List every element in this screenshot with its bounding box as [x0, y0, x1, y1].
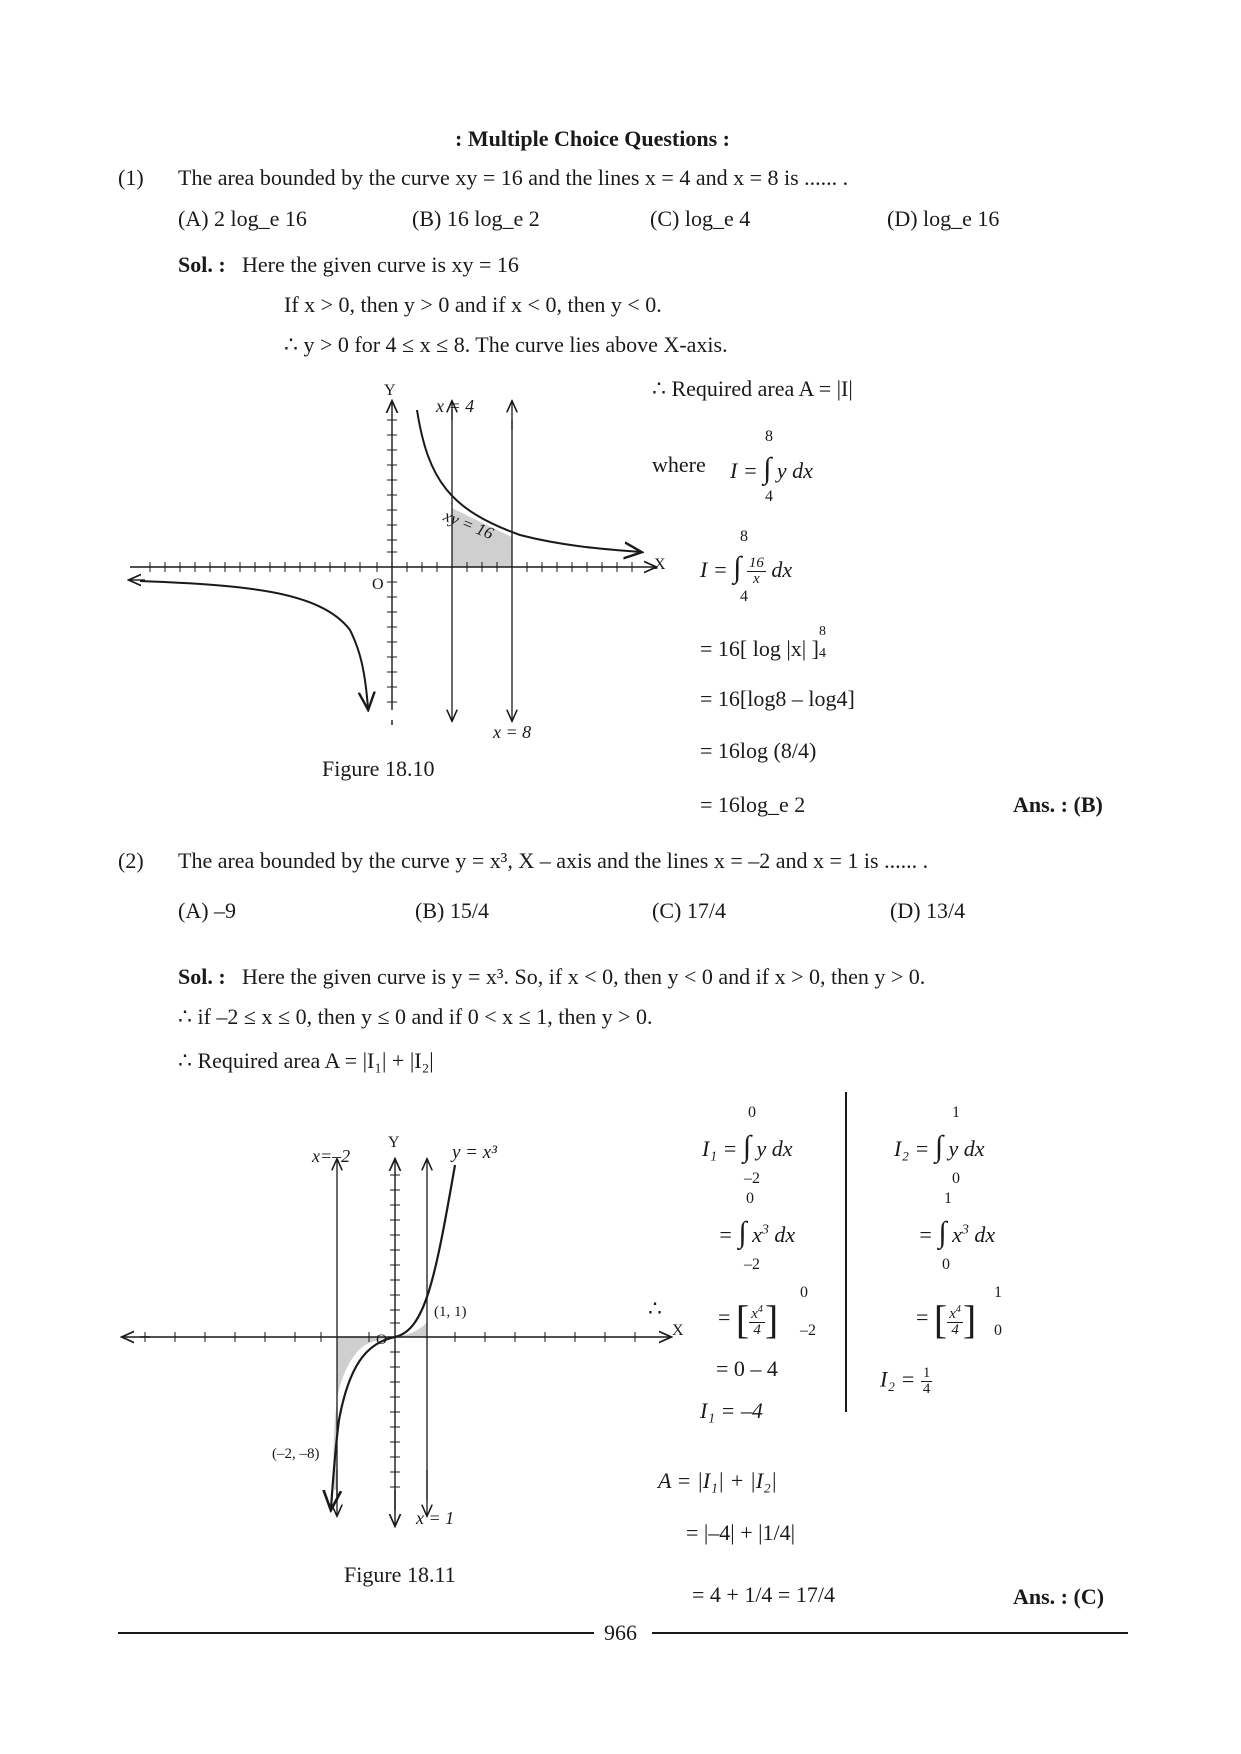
q1-answer: Ans. : (B) — [1013, 792, 1103, 817]
curve-branch-2 — [140, 581, 368, 708]
q2-sol-label: Sol. : — [178, 964, 226, 989]
q1-sol-label: Sol. : — [178, 252, 226, 277]
i1-upper: 0 — [748, 1104, 756, 1121]
fig1-label-curve: xy = 16 — [440, 506, 497, 544]
fig2-label-x: X — [672, 1322, 684, 1339]
i2-line-2: = ∫ $x^3$ dx — [918, 1216, 996, 1249]
i1-line-3: = [ $\frac{x^4}{4}$ ] — [718, 1297, 779, 1342]
q2-sol-line1: Here the given curve is y = x³. So, if x < 0, then y < 0 and if x > 0, then y > 0. — [242, 964, 926, 989]
q1-sol-line2: If x > 0, then y > 0 and if x < 0, then y < 0. — [284, 292, 662, 317]
fig2-label-point-2: (–2, –8) — [272, 1446, 320, 1462]
fig1-label-x: X — [654, 556, 666, 573]
q2-option-b[interactable]: (B) 15/4 — [415, 898, 489, 923]
fig1-caption: Figure 18.10 — [322, 756, 435, 781]
q1-number: (1) — [118, 165, 144, 190]
footer-rule-left — [118, 1632, 594, 1634]
i1b-upper: 0 — [746, 1190, 754, 1207]
q2-option-c[interactable]: (C) 17/4 — [652, 898, 726, 923]
q1-option-d[interactable]: (D) log_e 16 — [887, 206, 1000, 231]
fig2-label-therefore: ∴ — [648, 1296, 662, 1321]
q2-option-a[interactable]: (A) –9 — [178, 898, 237, 923]
i2b-upper: 1 — [944, 1190, 952, 1207]
q1-step-2: = 16[log8 – log4] — [700, 686, 855, 711]
i2b-lower: 0 — [942, 1256, 950, 1273]
i1-lower: –2 — [744, 1170, 760, 1187]
i1-line-5: I₁ = –4 — [700, 1398, 763, 1423]
q1-question: The area bounded by the curve xy = 16 and the lines x = 4 and x = 8 is ...... . — [178, 165, 849, 190]
q1-option-c[interactable]: (C) log_e 4 — [650, 206, 751, 231]
figure-18-11 — [115, 1130, 695, 1550]
q2-sol-line2: ∴ if –2 ≤ x ≤ 0, then y ≤ 0 and if 0 < x ≤ 1, then y > 0. — [178, 1004, 653, 1029]
figure-18-10 — [120, 380, 680, 750]
q2-option-d[interactable]: (D) 13/4 — [890, 898, 966, 923]
q2-answer: Ans. : (C) — [1013, 1584, 1105, 1609]
q1-int2-upper: 8 — [740, 528, 748, 545]
page-number: 966 — [604, 1620, 637, 1645]
q1-required-area: ∴ Required area A = |I| — [652, 376, 853, 401]
i2c-lower: 0 — [994, 1322, 1002, 1339]
column-divider — [845, 1092, 847, 1412]
i2-upper: 1 — [952, 1104, 960, 1121]
fig1-label-o: O — [372, 576, 384, 593]
fig1-label-x4: x = 4 — [436, 396, 475, 416]
i1-line-2: = ∫ $x^3$ dx — [718, 1216, 796, 1249]
q1-step-4: = 16log_e 2 — [700, 792, 806, 817]
q1-step-1: = 16[ log |x| ] 8 4 — [700, 624, 826, 661]
q1-integral-2: I = ∫ $\frac{16}{x}$ dx — [700, 551, 793, 588]
q1-sol-line1: Here the given curve is xy = 16 — [242, 252, 519, 277]
q1-integral-1: I = ∫ y dx — [730, 452, 813, 485]
fig2-caption: Figure 18.11 — [344, 1562, 456, 1587]
q2-final-2: = |–4| + |1/4| — [686, 1520, 796, 1545]
i2-lower: 0 — [952, 1170, 960, 1187]
fig2-label-x1: x = 1 — [416, 1508, 455, 1528]
fig2-label-y: Y — [388, 1134, 400, 1151]
q2-sol-line3: ∴ Required area A = |I₁| + |I₂| — [178, 1048, 434, 1073]
q1-option-b[interactable]: (B) 16 log_e 2 — [412, 206, 540, 231]
i1-line-4: = 0 – 4 — [716, 1356, 778, 1381]
i1c-upper: 0 — [800, 1284, 808, 1301]
section-title: : Multiple Choice Questions : — [455, 126, 730, 151]
footer-rule-right — [652, 1632, 1128, 1634]
q2-number: (2) — [118, 848, 144, 873]
curve-branch-1 — [417, 410, 640, 552]
q1-int1-upper: 8 — [765, 428, 773, 445]
i2c-upper: 1 — [994, 1284, 1002, 1301]
fig2-label-point-1: (1, 1) — [434, 1304, 467, 1320]
i2-line-1: I₂ = ∫ y dx — [894, 1130, 985, 1163]
i1-line-1: I₁ = ∫ y dx — [702, 1130, 793, 1163]
q1-where: where — [652, 452, 706, 477]
q2-question: The area bounded by the curve y = x³, X – axis and the lines x = –2 and x = 1 is ...... . — [178, 848, 929, 873]
i2-line-4: I₂ = $\frac{1}{4}$ — [880, 1365, 931, 1397]
q1-step-3: = 16log (8/4) — [700, 738, 817, 763]
i2-line-3: = [ $\frac{x^4}{4}$ ] — [916, 1297, 977, 1342]
q2-final-1: A = |I₁| + |I₂| — [658, 1468, 777, 1493]
q1-option-a[interactable]: (A) 2 log_e 16 — [178, 206, 307, 231]
i1c-lower: –2 — [800, 1322, 816, 1339]
fig2-label-xm2: x=–2 — [312, 1146, 351, 1166]
q1-int2-lower: 4 — [740, 588, 748, 605]
fig2-label-curve: y = x³ — [452, 1142, 497, 1163]
q2-final-3: = 4 + 1/4 = 17/4 — [692, 1582, 835, 1607]
q1-sol-line3: ∴ y > 0 for 4 ≤ x ≤ 8. The curve lies above X-axis. — [284, 332, 728, 357]
fig1-label-x8: x = 8 — [493, 722, 532, 742]
q1-int1-lower: 4 — [765, 488, 773, 505]
fig2-label-o: O — [376, 1332, 387, 1348]
fig1-label-y: Y — [384, 382, 396, 399]
i1b-lower: –2 — [744, 1256, 760, 1273]
